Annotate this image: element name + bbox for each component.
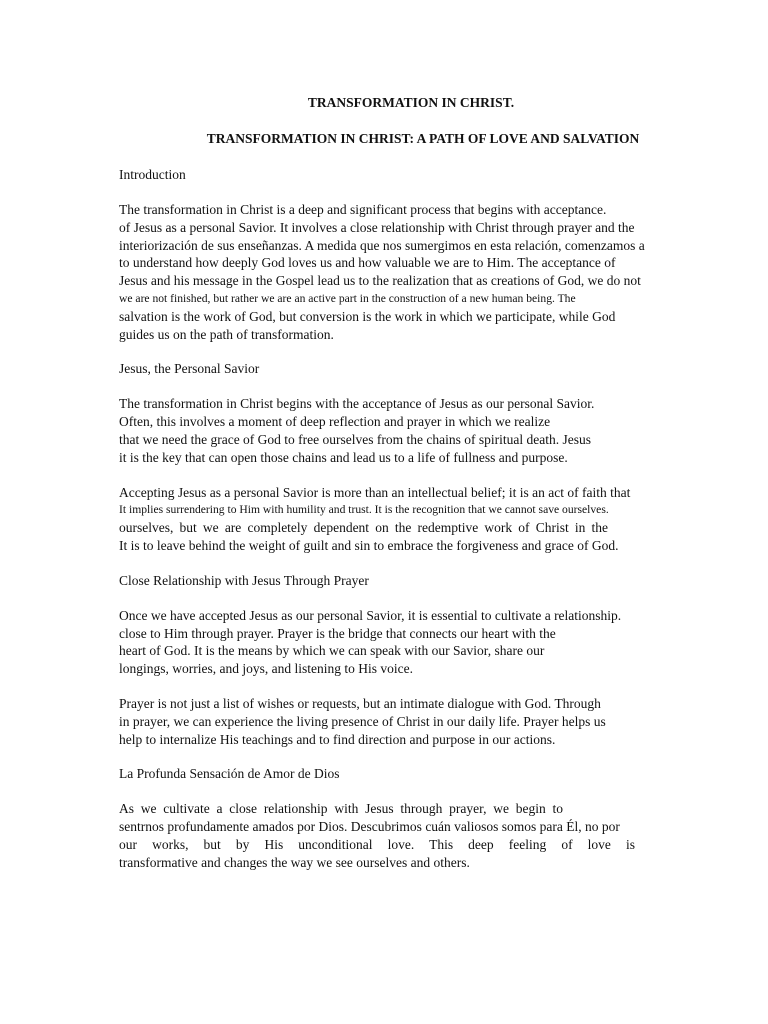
text-line: guides us on the path of transformation. xyxy=(119,326,334,342)
text-line: help to internalize His teachings and to find direction and purpose in our actions. xyxy=(119,731,556,747)
section-heading: Close Relationship with Jesus Through Prayer xyxy=(119,572,369,588)
text-line: longings, worries, and joys, and listening to His voice. xyxy=(119,661,413,677)
text-line: heart of God. It is the means by which we can speak with our Savior, share our xyxy=(119,643,545,659)
text-line: our works, but by His unconditional love. This deep feeling of love is xyxy=(119,836,635,852)
document-subtitle: TRANSFORMATION IN CHRIST: A PATH OF LOVE AND SALVATION xyxy=(206,131,640,146)
section-prayer xyxy=(119,572,679,749)
text-line: transformative and changes the way we see ourselves and others. xyxy=(119,854,470,870)
text-line: Often, this involves a moment of deep reflection and prayer in which we realize xyxy=(119,414,551,430)
text-line: Once we have accepted Jesus as our personal Savior, it is essential to cultivate a relationship. xyxy=(119,607,622,623)
section-personal-savior xyxy=(119,360,679,554)
paragraph xyxy=(119,201,679,343)
section-heading: Jesus, the Personal Savior xyxy=(119,361,260,377)
text-line: sentrnos profundamente amados por Dios. Descubrimos cuán valiosos somos para Él, no por xyxy=(119,819,620,835)
document-title: TRANSFORMATION IN CHRIST. xyxy=(307,95,515,110)
section-introduction xyxy=(119,166,679,343)
text-line: ourselves, but we are completely dependent on the redemptive work of Christ in the xyxy=(119,520,608,536)
paragraph xyxy=(119,395,679,466)
text-line: we are not finished, but rather we are an active part in the construction of a new human being. The xyxy=(119,291,576,305)
text-line: close to Him through prayer. Prayer is the bridge that connects our heart with the xyxy=(119,625,556,641)
text-line: Prayer is not just a list of wishes or requests, but an intimate dialogue with God. Through xyxy=(119,695,601,711)
text-line: salvation is the work of God, but conversion is the work in which we participate, while God xyxy=(119,308,616,324)
text-line: of Jesus as a personal Savior. It involves a close relationship with Christ through prayer and the xyxy=(119,219,635,235)
section-heading: Introduction xyxy=(119,167,186,182)
text-line: that we need the grace of God to free ourselves from the chains of spiritual death. Jesus xyxy=(119,431,591,447)
paragraph xyxy=(119,484,679,555)
paragraph xyxy=(119,800,679,871)
text-line: It is to leave behind the weight of guilt and sin to embrace the forgiveness and grace of God. xyxy=(119,537,619,553)
text-line: Jesus and his message in the Gospel lead us to the realization that as creations of God, we do not xyxy=(119,273,641,289)
paragraph xyxy=(119,695,679,748)
text-line: The transformation in Christ is a deep and significant process that begins with acceptance. xyxy=(119,202,607,217)
text-line: interiorización de sus enseñanzas. A medida que nos sumergimos en esta relación, comenzamos a xyxy=(119,237,645,253)
text-line: Accepting Jesus as a personal Savior is more than an intellectual belief; it is an act of faith that xyxy=(119,484,631,500)
text-line: As we cultivate a close relationship with Jesus through prayer, we begin to xyxy=(119,801,563,817)
section-heading: La Profunda Sensación de Amor de Dios xyxy=(119,766,340,782)
text-line: in prayer, we can experience the living presence of Christ in our daily life. Prayer helps us xyxy=(119,713,606,729)
text-line: it is the key that can open those chains and lead us to a life of fullness and purpose. xyxy=(119,449,568,465)
text-line: to understand how deeply God loves us and how valuable we are to Him. The acceptance of xyxy=(119,255,616,271)
section-love-of-god xyxy=(119,765,679,871)
text-line: It implies surrendering to Him with humility and trust. It is the recognition that we cannot save ourselves. xyxy=(119,503,609,517)
text-line: The transformation in Christ begins with the acceptance of Jesus as our personal Savior. xyxy=(119,396,595,412)
document-body xyxy=(119,166,679,889)
paragraph xyxy=(119,607,679,678)
